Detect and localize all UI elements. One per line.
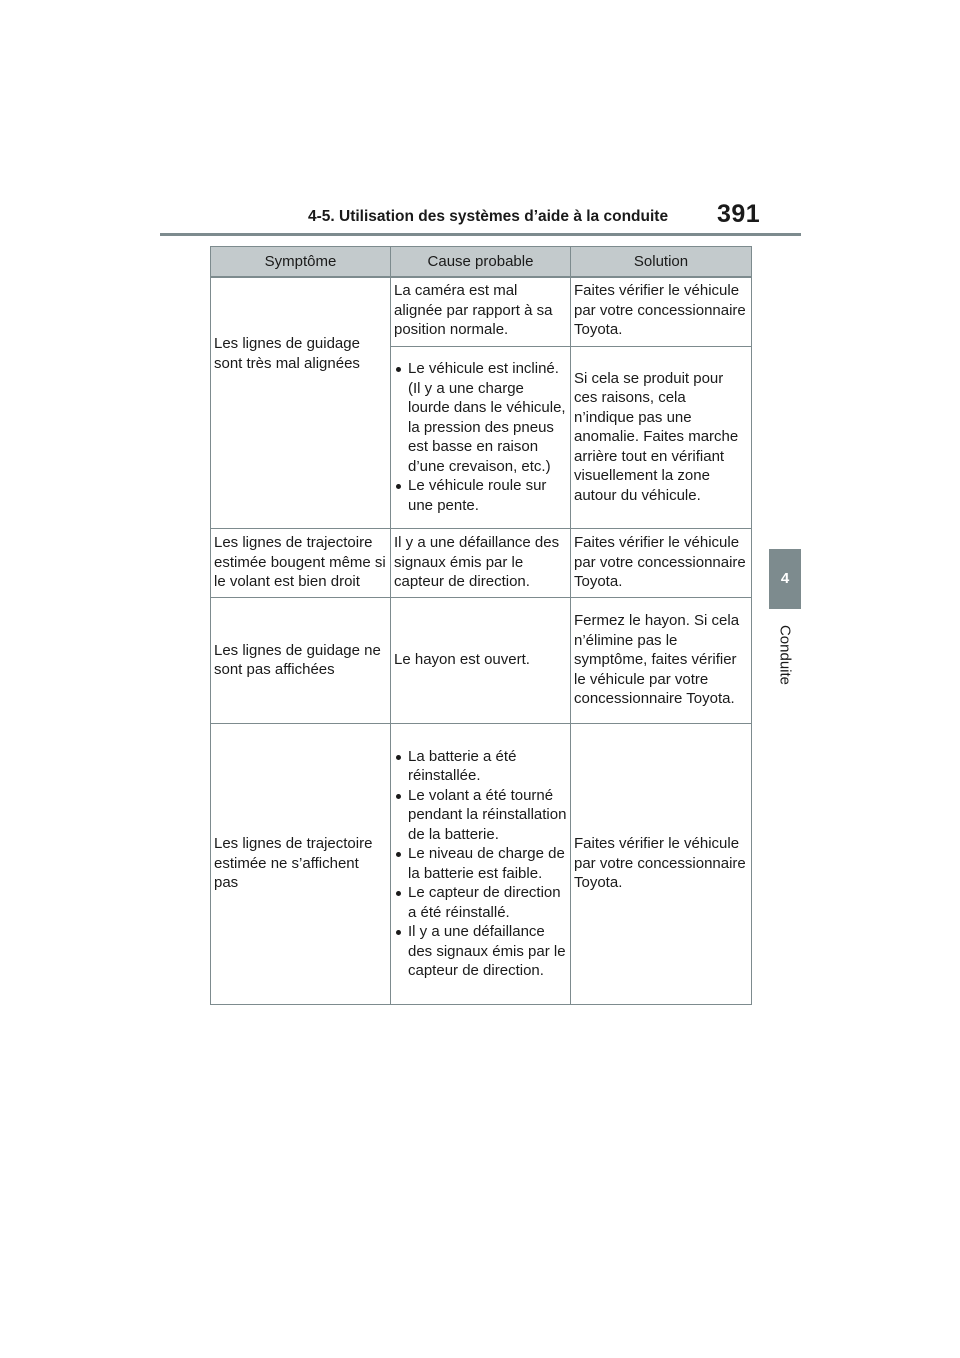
list-item: Le volant a été tourné pendant la réinstallation de la batterie. bbox=[394, 786, 567, 845]
table-row bbox=[211, 723, 752, 1004]
cause-cell bbox=[391, 723, 571, 1004]
section-title: 4-5. Utilisation des systèmes d’aide à la conduite bbox=[308, 208, 669, 225]
cause-list bbox=[394, 359, 567, 515]
solution-cell: Faites vérifier le véhicule par votre concessionnaire Toyota. bbox=[571, 528, 752, 597]
cause-cell: Le hayon est ouvert. bbox=[391, 597, 571, 723]
cause-cell: Il y a une défaillance des signaux émis par le capteur de direction. bbox=[391, 528, 571, 597]
solution-cell: Faites vérifier le véhicule par votre concessionnaire Toyota. bbox=[571, 277, 752, 346]
symptom-cell: Les lignes de guidage ne sont pas affichées bbox=[211, 597, 391, 723]
list-item: La batterie a été réinstallée. bbox=[394, 747, 567, 786]
symptom-cell: Les lignes de guidage sont très mal alignées bbox=[211, 277, 391, 528]
chapter-tab[interactable]: 4 bbox=[769, 549, 801, 609]
chapter-label: Conduite bbox=[776, 624, 794, 686]
solution-cell: Faites vérifier le véhicule par votre concessionnaire Toyota. bbox=[571, 723, 752, 1004]
column-header-cause: Cause probable bbox=[391, 247, 571, 278]
column-header-symptom: Symptôme bbox=[211, 247, 391, 278]
cause-list bbox=[394, 747, 567, 981]
list-item: Le véhicule roule sur une pente. bbox=[394, 476, 567, 515]
list-item: Il y a une défaillance des signaux émis par le capteur de direction. bbox=[394, 922, 567, 981]
header-divider bbox=[160, 233, 801, 236]
list-item: Le niveau de charge de la batterie est faible. bbox=[394, 844, 567, 883]
page-number: 391 bbox=[717, 200, 761, 228]
column-header-solution: Solution bbox=[571, 247, 752, 278]
symptom-cell: Les lignes de trajectoire estimée ne s’affichent pas bbox=[211, 723, 391, 1004]
list-item: Le véhicule est incliné. (Il y a une charge lourde dans le véhicule, la pression des pneus est basse en raison d’une crevaison, etc.) bbox=[394, 359, 567, 476]
table-row bbox=[211, 277, 752, 346]
symptom-cell: Les lignes de trajectoire estimée bougent même si le volant est bien droit bbox=[211, 528, 391, 597]
cause-cell: La caméra est mal alignée par rapport à sa position normale. bbox=[391, 277, 571, 346]
troubleshooting-table bbox=[210, 246, 752, 1005]
table-row bbox=[211, 528, 752, 597]
cause-cell bbox=[391, 346, 571, 528]
list-item: Le capteur de direction a été réinstallé. bbox=[394, 883, 567, 922]
table-row bbox=[211, 597, 752, 723]
solution-cell: Si cela se produit pour ces raisons, cela n’indique pas une anomalie. Faites marche arrière tout en vérifiant visuellement la zone autour du véhicule. bbox=[571, 346, 752, 528]
solution-cell: Fermez le hayon. Si cela n’élimine pas le symptôme, faites vérifier le véhicule par votre concessionnaire Toyota. bbox=[571, 597, 752, 723]
table-header-row bbox=[211, 247, 752, 278]
